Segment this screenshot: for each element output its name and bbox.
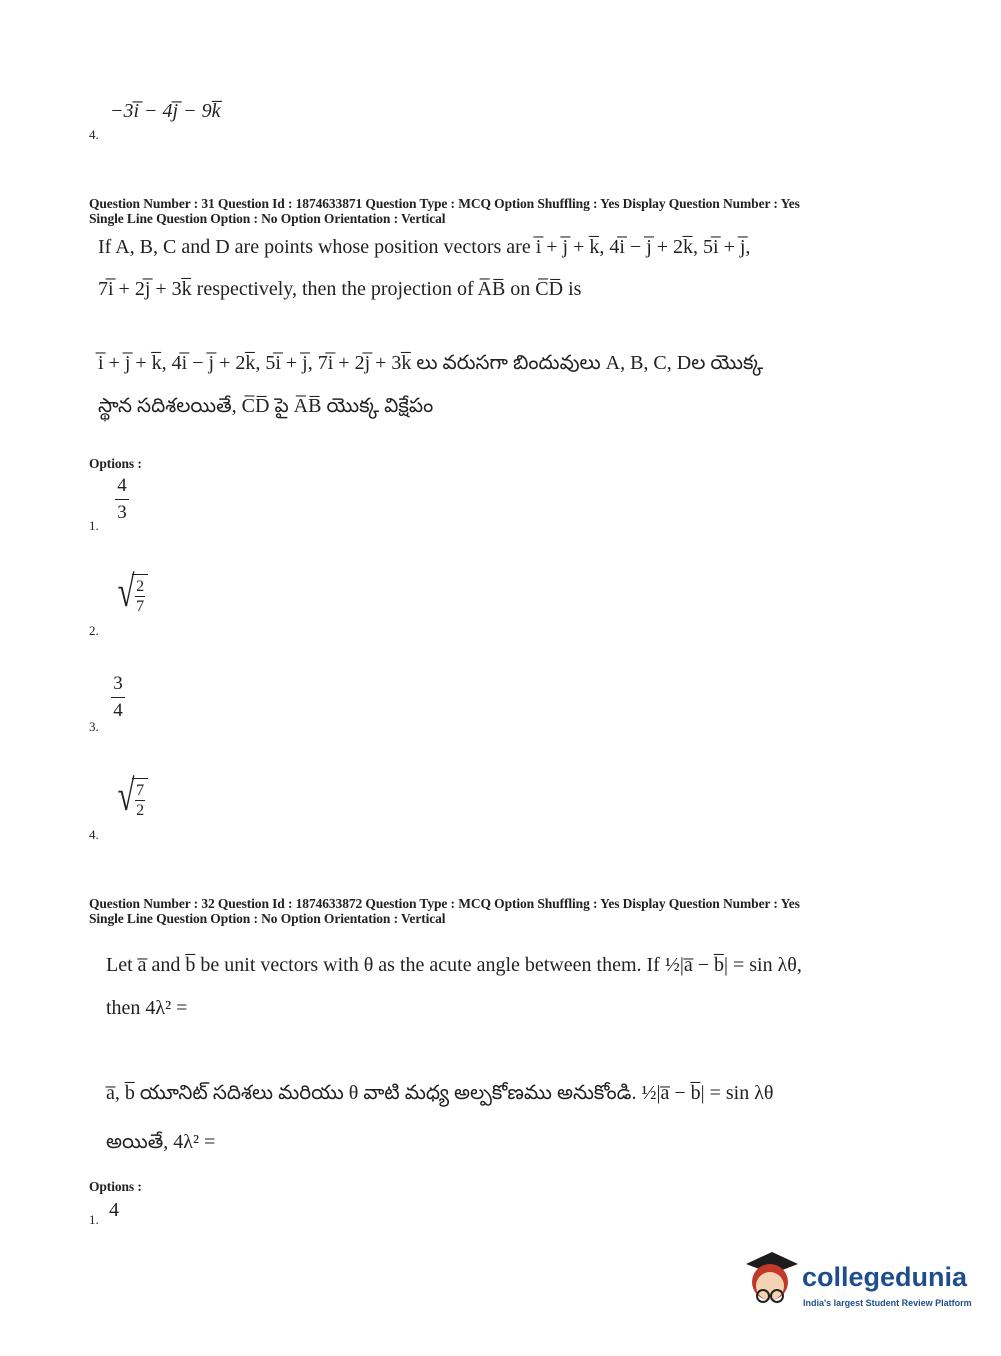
q32-option-1-number: 1.: [89, 1212, 99, 1227]
q31-question-en-line2: 7i̅ + 2j̅ + 3k̅ respectively, then the projection of A̅B̅ on C̅D̅ is: [98, 278, 582, 300]
q32-question-te-line1: a̅, b̅ యూనిట్ సదిశలు మరియు θ వాటి మధ్య అల్పకోణము అనుకోండి. ½|a̅ − b̅| = sin λθ: [106, 1082, 774, 1104]
q32-options-label: Options :: [89, 1179, 142, 1194]
numerator: 4: [117, 475, 127, 496]
q31-question-te-line1: i̅ + j̅ + k̅, 4i̅ − j̅ + 2k̅, 5i̅ + j̅, 7i̅ + 2j̅ + 3k̅ లు వరుసగా బిందువులు A, B, C, Dల యొక్క: [98, 352, 764, 374]
logo-tagline: India's largest Student Review Platform: [803, 1298, 972, 1308]
q31-option-1-number: 1.: [89, 518, 99, 533]
collegedunia-logo: [742, 1250, 800, 1315]
q32-option-1-value: 4: [109, 1199, 119, 1221]
prev-option-value: −3i̅ − 4j̅ − 9k̅: [110, 100, 221, 122]
denominator: 2: [136, 802, 145, 819]
q31-option-2-number: 2.: [89, 623, 99, 638]
mascot-icon: [742, 1250, 800, 1310]
prev-option-number: 4.: [89, 127, 99, 142]
q32-question-en-line2: then 4λ² =: [106, 997, 188, 1019]
q31-option-4-sqrt: [114, 771, 148, 820]
numerator: 3: [113, 673, 123, 694]
denominator: 7: [136, 598, 145, 615]
numerator: 2: [136, 578, 145, 595]
q31-meta-line1: Question Number : 31 Question Id : 1874633871 Question Type : MCQ Option Shuffling : Yes Display Question Number : Yes: [89, 196, 800, 211]
sqrt-icon: √: [117, 771, 135, 820]
q31-question-en-line1: If A, B, C and D are points whose position vectors are i̅ + j̅ + k̅, 4i̅ − j̅ + 2k̅, 5i̅ + j̅,: [98, 236, 751, 258]
numerator: 7: [136, 782, 145, 799]
q31-option-4-number: 4.: [89, 827, 99, 842]
q31-option-3-number: 3.: [89, 719, 99, 734]
q31-option-1-fraction: [115, 476, 129, 523]
q31-options-label: Options :: [89, 456, 142, 471]
q31-option-2-sqrt: [114, 567, 148, 616]
denominator: 3: [117, 502, 127, 523]
q32-question-te-line2: అయితే, 4λ² =: [106, 1131, 216, 1153]
q31-question-te-line2: స్థాన సదిశలయితే, C̅D̅ పై A̅B̅ యొక్క విక్షేపం: [98, 395, 434, 417]
logo-name: collegedunia: [802, 1262, 968, 1292]
q32-meta-line2: Single Line Question Option : No Option Orientation : Vertical: [89, 911, 446, 926]
denominator: 4: [113, 700, 123, 721]
sqrt-icon: √: [117, 567, 135, 616]
q31-meta-line2: Single Line Question Option : No Option Orientation : Vertical: [89, 211, 446, 226]
q32-question-en-line1: Let a̅ and b̅ be unit vectors with θ as the acute angle between them. If ½|a̅ − b̅| = sin λθ,: [106, 954, 802, 976]
q32-meta-line1: Question Number : 32 Question Id : 1874633872 Question Type : MCQ Option Shuffling : Yes Display Question Number : Yes: [89, 896, 800, 911]
q31-option-3-fraction: [111, 674, 125, 721]
